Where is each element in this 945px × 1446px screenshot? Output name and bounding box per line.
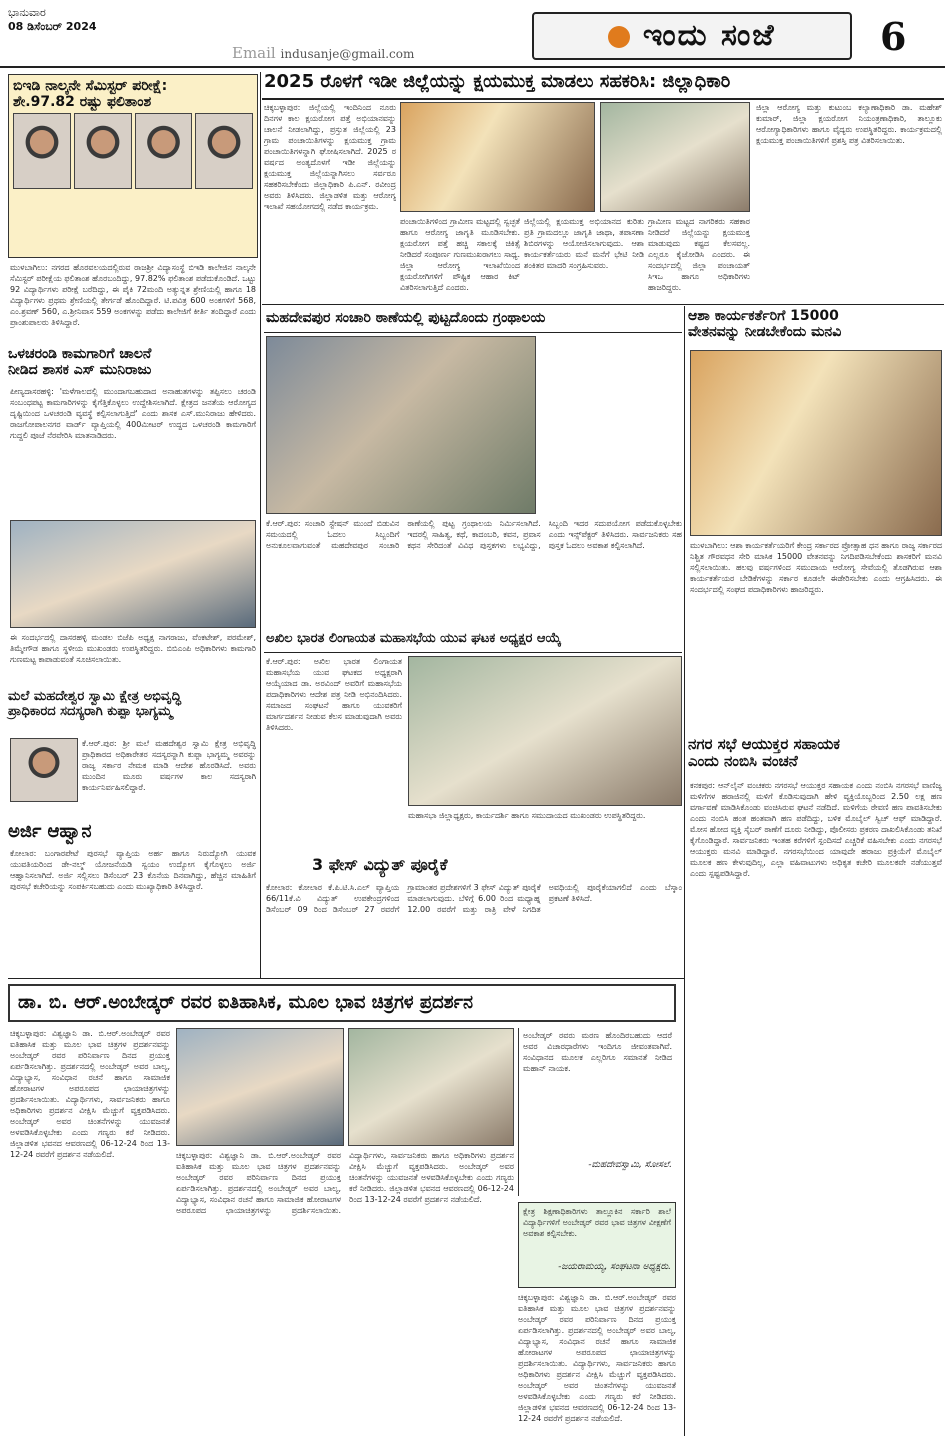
ambedkar-headline: ಡಾ. ಬಿ. ಆರ್.ಅಂಬೇಡ್ಕರ್ ರವರ ಐತಿಹಾಸಿಕ, ಮೂಲ ಭಾವ ಚಿತ್ರಗಳ ಪ್ರದರ್ಶನ bbox=[18, 992, 473, 1013]
student-photo bbox=[195, 113, 253, 189]
temple-body: ಕೆ.ಆರ್.ಪುರ: ಶ್ರೀ ಮಲೆ ಮಹದೇಶ್ವರ ಸ್ವಾಮಿ ಕ್ಷೇತ್ರ ಅಭಿವೃದ್ಧಿ ಪ್ರಾಧಿಕಾರದ ಅಧಿಕಾರೇತರ ಸದಸ್ಯರನ್ನಾಗಿ ಕುಪ್ಪಾ ಭಾಗ್ಯಮ್ಮ ಅವರನ್ನು ರಾಜ್ಯ ಸರ್ಕಾರ ನೇಮಕ ಮಾಡಿ ಆದೇಶ ಹೊರಡಿಸಿದೆ. ಅವರು ಮುಂದಿನ ಮೂರು ವರ್ಷಗಳ ಕಾಲ ಸದಸ್ಯರಾಗಿ ಕಾರ್ಯನಿರ್ವಹಿಸಲಿದ್ದಾರೆ. bbox=[82, 739, 256, 792]
asha-headline: ಆಶಾ ಕಾರ್ಯಕರ್ತೆರಿಗೆ 15000 bbox=[688, 308, 839, 324]
library-headline: ಮಹದೇವಪುರ ಸಂಚಾರಿ ಠಾಣೆಯಲ್ಲಿ ಪುಟ್ಟದೊಂದು ಗ್ರಂಥಾಲಯ bbox=[266, 310, 546, 326]
main-body-col2: ಪಂಚಾಯಿತಿಗಳಿಂದ ಗ್ರಾಮೀಣ ಮಟ್ಟದಲ್ಲಿ ಸ್ವಚ್ಛತೆ ಹಾಗೂ ಆರೋಗ್ಯ ಜಾಗೃತಿ ಮೂಡಿಸಬೇಕು. ಕ್ಷಯರೋಗ ಪತ್ತೆ ಹಚ್ಚಿ ಸಕಾಲಕ್ಕೆ ಚಿಕಿತ್ಸೆ ನೀಡಿದರೆ ಸಂಪೂರ್ಣ ಗುಣಮುಖರಾಗಲು ಸಾಧ್ಯ. ಜಿಲ್ಲಾ ಆರೋಗ್ಯ ಇಲಾಖೆಯಿಂದ ಕ್ಷಯರೋಗಿಗಳಿಗೆ ಪೌಷ್ಟಿಕ ಆಹಾರ ಕಿಟ್ ವಿತರಿಸಲಾಗುತ್ತಿದೆ ಎಂದರು. bbox=[400, 217, 520, 292]
student-photo bbox=[135, 113, 193, 189]
quote-2-text: ಕ್ಷೇತ್ರ ಶಿಕ್ಷಣಾಧಿಕಾರಿಗಳು ತಾಲ್ಲೂಕಿನ ಸರ್ಕಾರಿ ಶಾಲೆ ವಿದ್ಯಾರ್ಥಿಗಳಿಗೆ ಅಂಬೇಡ್ಕರ್ ರವರ ಭಾವ ಚಿತ್ರಗಳ ವೀಕ್ಷಣೆಗೆ ಅವಕಾಶ ಕಲ್ಪಿಸಬೇಕು. bbox=[523, 1207, 671, 1238]
lingayat-photo bbox=[408, 656, 682, 806]
bied-body: ಮುಳಬಾಗಿಲು: ನಗರದ ಹೊರವಲಯದಲ್ಲಿರುವ ರಾಜಶ್ರೀ ವಿದ್ಯಾಸಂಸ್ಥೆ ಬಿಇಡಿ ಕಾಲೇಜಿನ ನಾಲ್ಕನೇ ಸೆಮಿಸ್ಟರ್ ಪರೀಕ್ಷೆಯ ಫಲಿತಾಂಶ ಹೊರಬಂದಿದ್ದು, 97.82% ಫಲಿತಾಂಶ ಪಡೆದುಕೊಂಡಿದೆ. ಒಟ್ಟು 92 ವಿದ್ಯಾರ್ಥಿಗಳು ಪರೀಕ್ಷೆ ಬರೆದಿದ್ದು, ಈ ಪೈಕಿ 72ಮಂದಿ ಅತ್ಯುನ್ನತ ಶ್ರೇಣಿಯಲ್ಲಿ ಹಾಗೂ 18 ವಿದ್ಯಾರ್ಥಿಗಳು ಪ್ರಥಮ ಶ್ರೇಣಿಯಲ್ಲಿ ತೇರ್ಗಡೆ ಹೊಂದಿದ್ದಾರೆ. ಟಿ.ಪವಿತ್ರ 600 ಅಂಕಗಳಿಗೆ 568, ಎಂ.ಶ್ರವಣ್ 560, ಎ.ಶ್ರೀನಿವಾಸ 559 ಅಂಕಗಳನ್ನು ಪಡೆದು ಕಾಲೇಜಿಗೆ ಕೀರ್ತಿ ತಂದಿದ್ದಾರೆ ಎಂದು ಪ್ರಾಂಶುಪಾಲರು ತಿಳಿಸಿದ್ದಾರೆ. bbox=[10, 263, 256, 327]
main-photo-2 bbox=[600, 102, 750, 212]
commissioner-article bbox=[688, 736, 942, 771]
road-caption: ಈ ಸಂದರ್ಭದಲ್ಲಿ ದಾಸರಹಳ್ಳಿ ಮಂಡಲ ಬಿಜೆಪಿ ಅಧ್ಯಕ್ಷ ನಾಗರಾಜು, ವೆಂಕಟೇಶ್, ಪರಮೇಶ್, ತಿಮ್ಮೇಗೌಡ ಹಾಗೂ ಸ್ಥಳೀಯ ಮುಖಂಡರು ಉಪಸ್ಥಿತರಿದ್ದರು. ಬಿಬಿಎಂಪಿ ಅಧಿಕಾರಿಗಳು ಕಾಮಗಾರಿ ಗುಣಮಟ್ಟ ಕಾಪಾಡುವಂತೆ ಸೂಚಿಸಲಾಯಿತು. bbox=[10, 633, 256, 664]
date-text: 08 ಡಿಸೆಂಬರ್ 2024 bbox=[8, 20, 97, 33]
student-photos bbox=[9, 113, 257, 189]
lingayat-rule bbox=[264, 652, 682, 653]
temple-subheadline: ಪ್ರಾಧಿಕಾರದ ಸದಸ್ಯರಾಗಿ ಕುಪ್ಪಾ ಭಾಗ್ಯಮ್ಮ bbox=[8, 703, 173, 719]
application-body: ಕೋಲಾರ: ಬಂಗಾರಪೇಟೆ ಪುರಸಭೆ ವ್ಯಾಪ್ತಿಯ ಅರ್ಹ ಹಾಗೂ ನಿರುದ್ಯೋಗಿ ಯುವಕ ಯುವತಿಯರಿಂದ ಡೇ-ನಲ್ಮ್ ಯೋಜನೆಯಡಿ ಸ್ವಯಂ ಉದ್ಯೋಗ ಕೈಗೊಳ್ಳಲು ಅರ್ಜಿ ಆಹ್ವಾನಿಸಲಾಗಿದೆ. ಅರ್ಜಿ ಸಲ್ಲಿಸಲು ಡಿಸೆಂಬರ್ 23 ಕೊನೆಯ ದಿನವಾಗಿದ್ದು, ಹೆಚ್ಚಿನ ಮಾಹಿತಿಗೆ ಪುರಸಭೆ ಕಚೇರಿಯನ್ನು ಸಂಪರ್ಕಿಸಬಹುದು ಎಂದು ಮುಖ್ಯಾಧಿಕಾರಿ ತಿಳಿಸಿದ್ದಾರೆ. bbox=[10, 849, 256, 891]
ambedkar-headline-box bbox=[8, 984, 676, 1022]
main-body-col4: ಗ್ರಾಮೀಣ ಮಟ್ಟದ ನಾಗರಿಕರು ಸಹಕಾರ ನೀಡಿದರೆ ಜಿಲ್ಲೆಯನ್ನು ಕ್ಷಯಮುಕ್ತ ಮಾಡುವುದು ಕಷ್ಟದ ಕೆಲಸವಲ್ಲ. ಎಲ್ಲರೂ ಕೈಜೋಡಿಸಿ ಎಂದರು. ಈ ಸಂದರ್ಭದಲ್ಲಿ ಜಿಲ್ಲಾ ಪಂಚಾಯತ್ ಸಿಇಒ ಹಾಗೂ ಅಧಿಕಾರಿಗಳು ಹಾಜರಿದ್ದರು. bbox=[648, 217, 750, 292]
main-body-col3: ಜಿಲ್ಲೆಯಲ್ಲಿ ಕ್ಷಯಮುಕ್ತ ಅಭಿಯಾನದ ಕುರಿತು ಪ್ರತಿ ಗ್ರಾಮದಲ್ಲೂ ಜಾಗೃತಿ ಜಾಥಾ, ತಪಾಸಣಾ ಶಿಬಿರಗಳನ್ನು ಆಯೋಜಿಸಲಾಗುವುದು. ಆಶಾ ಕಾರ್ಯಕರ್ತೆಯರು ಮನೆ ಮನೆಗೆ ಭೇಟಿ ನೀಡಿ ಶಂಕಿತರ ಮಾದರಿ ಸಂಗ್ರಹಿಸುವರು. bbox=[524, 217, 644, 270]
main-headline: 2025 ರೊಳಗೆ ಇಡೀ ಜಿಲ್ಲೆಯನ್ನು ಕ್ಷಯಮುಕ್ತ ಮಾಡಲು ಸಹಕರಿಸಿ: ಜಿಲ್ಲಾಧಿಕಾರಿ bbox=[264, 71, 731, 92]
paper-logo bbox=[532, 12, 852, 60]
temple-member-photo bbox=[10, 738, 78, 802]
paper-name: ಇಂದು ಸಂಜೆ bbox=[642, 18, 776, 53]
email-address[interactable]: indusanje@gmail.com bbox=[280, 47, 415, 61]
main-body-col5: ಜಿಲ್ಲಾ ಆರೋಗ್ಯ ಮತ್ತು ಕುಟುಂಬ ಕಲ್ಯಾಣಾಧಿಕಾರಿ ಡಾ. ಮಹೇಶ್ ಕುಮಾರ್, ಜಿಲ್ಲಾ ಕ್ಷಯರೋಗ ನಿಯಂತ್ರಣಾಧಿಕಾರಿ, ತಾಲ್ಲೂಕು ಆರೋಗ್ಯಾಧಿಕಾರಿಗಳು ಹಾಗೂ ವೈದ್ಯರು ಉಪಸ್ಥಿತರಿದ್ದರು. ಕಾರ್ಯಕ್ರಮದಲ್ಲಿ ಕ್ಷಯಮುಕ್ತ ಪಂಚಾಯಿತಿಗಳಿಗೆ ಪ್ರಶಸ್ತಿ ಪತ್ರ ವಿತರಿಸಲಾಯಿತು. bbox=[756, 103, 942, 145]
asha-subheadline: ವೇತನವನ್ನು ನೀಡಬೇಕೆಂದು ಮನವಿ bbox=[688, 324, 842, 341]
road-body: ಪೀಣ್ಯದಾಸರಹಳ್ಳಿ: 'ಮಳೆಗಾಲದಲ್ಲಿ ಮುಂದಾಗಬಹುದಾದ ಅನಾಹುತಗಳನ್ನು ತಪ್ಪಿಸಲು ಚರಂಡಿ ಸಂಬಂಧಪಟ್ಟ ಕಾಮಗಾರಿಗಳನ್ನು ಕೈಗೆತ್ತಿಕೊಳ್ಳಲು ಉದ್ದೇಶಿಸಲಾಗಿದೆ. ಕ್ಷೇತ್ರದ ಜನತೆಯ ಆರೋಗ್ಯದ ದೃಷ್ಟಿಯಿಂದ ಒಳಚರಂಡಿ ವ್ಯವಸ್ಥೆ ಕಲ್ಪಿಸಲಾಗುತ್ತಿದೆ' ಎಂದು ಶಾಸಕ ಎಸ್.ಮುನಿರಾಜು ಹೇಳಿದರು. ರಾಜಗೋಪಾಲನಗರ ವಾರ್ಡ್ ವ್ಯಾಪ್ತಿಯಲ್ಲಿ 400ಮೀಟರ್ ಉದ್ದದ ಒಳಚರಂಡಿ ಕಾಮಗಾರಿಗೆ ಗುದ್ದಲಿ ಪೂಜೆ ನೆರವೇರಿಸಿ ಮಾತನಾಡಿದರು. bbox=[10, 387, 256, 440]
ambedkar-body-cont: ಚಿಕ್ಕಬಳ್ಳಾಪುರ: ವಿಶ್ವಜ್ಞಾನಿ ಡಾ. ಬಿ.ಆರ್.ಅಂಬೇಡ್ಕರ್ ರವರ ಐತಿಹಾಸಿಕ ಮತ್ತು ಮೂಲ ಭಾವ ಚಿತ್ರಗಳ ಪ್ರದರ್ಶನವನ್ನು ಅಂಬೇಡ್ಕರ್ ರವರ ಪರಿನಿರ್ವಾಣ ದಿನದ ಪ್ರಯುಕ್ತ ಏರ್ಪಡಿಸಲಾಗಿತ್ತು. ಪ್ರದರ್ಶನದಲ್ಲಿ ಅಂಬೇಡ್ಕರ್ ಅವರ ಬಾಲ್ಯ, ವಿದ್ಯಾಭ್ಯಾಸ, ಸಂವಿಧಾನ ರಚನೆ ಹಾಗೂ ಸಾಮಾಜಿಕ ಹೋರಾಟಗಳ ಅಪರೂಪದ ಛಾಯಾಚಿತ್ರಗಳನ್ನು ಪ್ರದರ್ಶಿಸಲಾಯಿತು. ವಿದ್ಯಾರ್ಥಿಗಳು, ಸಾರ್ವಜನಿಕರು ಹಾಗೂ ಅಧಿಕಾರಿಗಳು ಪ್ರದರ್ಶನ ವೀಕ್ಷಿಸಿ ಮೆಚ್ಚುಗೆ ವ್ಯಕ್ತಪಡಿಸಿದರು. ಅಂಬೇಡ್ಕರ್ ಅವರ ಚಿಂತನೆಗಳನ್ನು ಯುವಜನತೆ ಅಳವಡಿಸಿಕೊಳ್ಳಬೇಕು ಎಂದು ಗಣ್ಯರು ಕರೆ ನೀಡಿದರು. ಜಿಲ್ಲಾಡಳಿತ ಭವನದ ಆವರಣದಲ್ಲಿ 06-12-24 ರಿಂದ 13-12-24 ರವರೆಗೆ ಪ್ರದರ್ಶನ ನಡೆಯಲಿದೆ. bbox=[176, 1151, 514, 1215]
main-body-col1: ಚಿಕ್ಕಬಳ್ಳಾಪುರ: ಜಿಲ್ಲೆಯಲ್ಲಿ ಇಂದಿನಿಂದ ನೂರು ದಿನಗಳ ಕಾಲ ಕ್ಷಯರೋಗ ಪತ್ತೆ ಅಭಿಯಾನವನ್ನು ಚಾಲನೆ ನೀಡಲಾಗಿದ್ದು, ಪ್ರಸ್ತುತ ಜಿಲ್ಲೆಯಲ್ಲಿ 23 ಗ್ರಾಮ ಪಂಚಾಯಿತಿಗಳನ್ನು ಕ್ಷಯಮುಕ್ತ ಗ್ರಾಮ ಪಂಚಾಯಿತಿಗಳನ್ನಾಗಿ ಘೋಷಿಸಲಾಗಿದೆ. 2025 ರ ವರ್ಷದ ಅಂತ್ಯದೊಳಗೆ ಇಡೀ ಜಿಲ್ಲೆಯನ್ನು ಕ್ಷಯಮುಕ್ತ ಜಿಲ್ಲೆಯನ್ನಾಗಿಸಲು ಸರ್ವರೂ ಸಹಕರಿಸಬೇಕೆಂದು ಜಿಲ್ಲಾಧಿಕಾರಿ ಪಿ.ಎನ್. ರವೀಂದ್ರ ಅವರು ತಿಳಿಸಿದರು. ಜಿಲ್ಲಾಡಳಿತ ಮತ್ತು ಆರೋಗ್ಯ ಇಲಾಖೆ ಸಹಯೋಗದಲ್ಲಿ ನಡೆದ ಕಾರ್ಯಕ್ರಮ. bbox=[264, 103, 396, 211]
main-photo-1 bbox=[400, 102, 595, 212]
bied-article bbox=[8, 74, 258, 258]
power-headline: 3 ಫೇಸ್ ವಿದ್ಯುತ್ ಪೂರೈಕೆ bbox=[312, 855, 448, 874]
column-rule-right bbox=[684, 306, 685, 1436]
temple-article bbox=[8, 690, 258, 720]
ambedkar-photo-1 bbox=[176, 1028, 344, 1146]
lingayat-body: ಕೆ.ಆರ್.ಪುರ: ಅಖಿಲ ಭಾರತ ಲಿಂಗಾಯತ ಮಹಾಸಭೆಯ ಯುವ ಘಟಕದ ಅಧ್ಯಕ್ಷರಾಗಿ ಆಯ್ಕೆಯಾದ ಡಾ. ಅರವಿಂದ್ ಅವರಿಗೆ ಮಹಾಸಭೆಯ ಪದಾಧಿಕಾರಿಗಳು ಆದೇಶ ಪತ್ರ ನೀಡಿ ಅಭಿನಂದಿಸಿದರು. ಸಮಾಜದ ಸಂಘಟನೆ ಹಾಗೂ ಯುವಕರಿಗೆ ಮಾರ್ಗದರ್ಶನ ನೀಡುವ ಕೆಲಸ ಮಾಡುವುದಾಗಿ ಅವರು ತಿಳಿಸಿದರು. bbox=[266, 657, 402, 732]
student-photo bbox=[74, 113, 132, 189]
library-photo bbox=[266, 336, 536, 514]
application-headline: ಅರ್ಜಿ ಆಹ್ವಾನ bbox=[8, 821, 92, 842]
page-number: 6 bbox=[880, 14, 907, 59]
lingayat-headline: ಅಖಿಲ ಭಾರತ ಲಿಂಗಾಯತ ಮಹಾಸಭೆಯ ಯುವ ಘಟಕ ಅಧ್ಯಕ್ಷರ ಆಯ್ಕೆ bbox=[266, 631, 562, 646]
bied-subheadline: ಶೇ.97.82 ರಷ್ಟು ಫಲಿತಾಂಶ bbox=[13, 94, 152, 111]
masthead bbox=[0, 0, 945, 68]
asha-article bbox=[688, 308, 942, 340]
bied-headline: ಬಿಇಡಿ ನಾಲ್ಕನೇ ಸೆಮಿಸ್ಟರ್ ಪರೀಕ್ಷೆ: bbox=[13, 78, 168, 94]
email-label: Email bbox=[232, 44, 276, 62]
quote-1-text: ಅಂಬೇಡ್ಕರ್ ರವರು ಮರಣ ಹೊಂದಿರಬಹುದು ಆದರೆ ಅವರ ವಿಚಾರಧಾರೆಗಳು ಇಂದಿಗೂ ಜೀವಂತವಾಗಿವೆ. ಸಂವಿಧಾನದ ಮೂಲಕ ಎಲ್ಲರಿಗೂ ಸಮಾನತೆ ನೀಡಿದ ಮಹಾನ್ ನಾಯಕ. bbox=[523, 1031, 672, 1073]
ambedkar-quote-1 bbox=[518, 1028, 676, 1196]
quote-1-signature: -ಮಹದೇವಸ್ವಾಮಿ, ಸೋಸಲೆ. bbox=[588, 1160, 672, 1170]
road-headline: ಒಳಚರಂಡಿ ಕಾಮಗಾರಿಗೆ ಚಾಲನೆ bbox=[8, 346, 152, 362]
power-body: ಕೋಲಾರ: ಕೋಲಾರ ಕೆ.ಪಿ.ಟಿ.ಸಿ.ಎಲ್ ವ್ಯಾಪ್ತಿಯ 66/11ಕೆ.ವಿ ವಿದ್ಯುತ್ ಉಪಕೇಂದ್ರಗಳಿಂದ ಡಿಸೆಂಬರ್ 09 ರಿಂದ ಡಿಸೆಂಬರ್ 27 ರವರೆಗೆ ಗ್ರಾಮಾಂತರ ಪ್ರದೇಶಗಳಿಗೆ 3 ಫೇಸ್ ವಿದ್ಯುತ್ ಪೂರೈಕೆ ಮಾಡಲಾಗುವುದು. ಬೆಳಿಗ್ಗೆ 6.00 ರಿಂದ ಮಧ್ಯಾಹ್ನ 12.00 ರವರೆಗೆ ಮತ್ತು ರಾತ್ರಿ ವೇಳೆ ನಿಗದಿತ ಅವಧಿಯಲ್ಲಿ ಪೂರೈಕೆಯಾಗಲಿದೆ ಎಂದು ಬೆಸ್ಕಾಂ ಪ್ರಕಟಣೆ ತಿಳಿಸಿದೆ. bbox=[266, 883, 682, 914]
library-rule bbox=[264, 332, 682, 333]
road-article bbox=[8, 346, 258, 381]
commissioner-subheadline: ಎಂದು ನಂಬಿಸಿ ವಂಚನೆ bbox=[688, 752, 798, 771]
road-subheadline: ನೀಡಿದ ಶಾಸಕ ಎಸ್ ಮುನಿರಾಜು bbox=[8, 362, 152, 379]
lingayat-caption: ಮಹಾಸಭಾ ಜಿಲ್ಲಾಧ್ಯಕ್ಷರು, ಕಾರ್ಯದರ್ಶಿ ಹಾಗೂ ಸಮುದಾಯದ ಮುಖಂಡರು ಉಪಸ್ಥಿತರಿದ್ದರು. bbox=[408, 811, 646, 820]
ambedkar-body-tail: ಚಿಕ್ಕಬಳ್ಳಾಪುರ: ವಿಶ್ವಜ್ಞಾನಿ ಡಾ. ಬಿ.ಆರ್.ಅಂಬೇಡ್ಕರ್ ರವರ ಐತಿಹಾಸಿಕ ಮತ್ತು ಮೂಲ ಭಾವ ಚಿತ್ರಗಳ ಪ್ರದರ್ಶನವನ್ನು ಅಂಬೇಡ್ಕರ್ ರವರ ಪರಿನಿರ್ವಾಣ ದಿನದ ಪ್ರಯುಕ್ತ ಏರ್ಪಡಿಸಲಾಗಿತ್ತು. ಪ್ರದರ್ಶನದಲ್ಲಿ ಅಂಬೇಡ್ಕರ್ ಅವರ ಬಾಲ್ಯ, ವಿದ್ಯಾಭ್ಯಾಸ, ಸಂವಿಧಾನ ರಚನೆ ಹಾಗೂ ಸಾಮಾಜಿಕ ಹೋರಾಟಗಳ ಅಪರೂಪದ ಛಾಯಾಚಿತ್ರಗಳನ್ನು ಪ್ರದರ್ಶಿಸಲಾಯಿತು. ವಿದ್ಯಾರ್ಥಿಗಳು, ಸಾರ್ವಜನಿಕರು ಹಾಗೂ ಅಧಿಕಾರಿಗಳು ಪ್ರದರ್ಶನ ವೀಕ್ಷಿಸಿ ಮೆಚ್ಚುಗೆ ವ್ಯಕ್ತಪಡಿಸಿದರು. ಅಂಬೇಡ್ಕರ್ ಅವರ ಚಿಂತನೆಗಳನ್ನು ಯುವಜನತೆ ಅಳವಡಿಸಿಕೊಳ್ಳಬೇಕು ಎಂದು ಗಣ್ಯರು ಕರೆ ನೀಡಿದರು. ಜಿಲ್ಲಾಡಳಿತ ಭವನದ ಆವರಣದಲ್ಲಿ 06-12-24 ರಿಂದ 13-12-24 ರವರೆಗೆ ಪ್ರದರ್ಶನ ನಡೆಯಲಿದೆ. bbox=[518, 1293, 676, 1423]
masthead-date bbox=[8, 6, 97, 34]
sun-icon bbox=[608, 26, 630, 48]
day-text: ಭಾನುವಾರ bbox=[8, 6, 46, 19]
ambedkar-photo-2 bbox=[348, 1028, 514, 1146]
main-headline-rule bbox=[262, 98, 944, 100]
section-rule bbox=[262, 304, 944, 305]
commissioner-headline: ನಗರ ಸಭೆ ಆಯುಕ್ತರ ಸಹಾಯಕ bbox=[688, 735, 841, 753]
ambedkar-body: ಚಿಕ್ಕಬಳ್ಳಾಪುರ: ವಿಶ್ವಜ್ಞಾನಿ ಡಾ. ಬಿ.ಆರ್.ಅಂಬೇಡ್ಕರ್ ರವರ ಐತಿಹಾಸಿಕ ಮತ್ತು ಮೂಲ ಭಾವ ಚಿತ್ರಗಳ ಪ್ರದರ್ಶನವನ್ನು ಅಂಬೇಡ್ಕರ್ ರವರ ಪರಿನಿರ್ವಾಣ ದಿನದ ಪ್ರಯುಕ್ತ ಏರ್ಪಡಿಸಲಾಗಿತ್ತು. ಪ್ರದರ್ಶನದಲ್ಲಿ ಅಂಬೇಡ್ಕರ್ ಅವರ ಬಾಲ್ಯ, ವಿದ್ಯಾಭ್ಯಾಸ, ಸಂವಿಧಾನ ರಚನೆ ಹಾಗೂ ಸಾಮಾಜಿಕ ಹೋರಾಟಗಳ ಅಪರೂಪದ ಛಾಯಾಚಿತ್ರಗಳನ್ನು ಪ್ರದರ್ಶಿಸಲಾಯಿತು. ವಿದ್ಯಾರ್ಥಿಗಳು, ಸಾರ್ವಜನಿಕರು ಹಾಗೂ ಅಧಿಕಾರಿಗಳು ಪ್ರದರ್ಶನ ವೀಕ್ಷಿಸಿ ಮೆಚ್ಚುಗೆ ವ್ಯಕ್ತಪಡಿಸಿದರು. ಅಂಬೇಡ್ಕರ್ ಅವರ ಚಿಂತನೆಗಳನ್ನು ಯುವಜನತೆ ಅಳವಡಿಸಿಕೊಳ್ಳಬೇಕು ಎಂದು ಗಣ್ಯರು ಕರೆ ನೀಡಿದರು. ಜಿಲ್ಲಾಡಳಿತ ಭವನದ ಆವರಣದಲ್ಲಿ 06-12-24 ರಿಂದ 13-12-24 ರವರೆಗೆ ಪ್ರದರ್ಶನ ನಡೆಯಲಿದೆ. bbox=[10, 1029, 170, 1159]
asha-photo bbox=[690, 350, 942, 536]
commissioner-body: ಕನಕಪುರ: ಆನ್‌ಲೈನ್ ವಂಚಕರು ನಗರಸಭೆ ಆಯುಕ್ತರ ಸಹಾಯಕ ಎಂದು ನಂಬಿಸಿ ನಗರಸಭೆ ವಾಣಿಜ್ಯ ಮಳಿಗೆಗಳ ಹರಾಜಿನಲ್ಲಿ ಮಳಿಗೆ ಕೊಡಿಸುವುದಾಗಿ ಹೇಳಿ ವ್ಯಕ್ತಿಯೊಬ್ಬರಿಂದ 2.50 ಲಕ್ಷ ಹಣ ವರ್ಗಾವಣೆ ಮಾಡಿಸಿಕೊಂಡು ವಂಚಿಸಿರುವ ಘಟನೆ ನಡೆದಿದೆ. ಮಳಿಗೆಯ ಠೇವಣಿ ಹಣ ಪಾವತಿಸಬೇಕು ಎಂದು ನಂಬಿಸಿ ಹಂತ ಹಂತವಾಗಿ ಹಣ ಪಡೆದಿದ್ದು, ಬಳಿಕ ಮೊಬೈಲ್ ಸ್ವಿಚ್ ಆಫ್ ಮಾಡಿದ್ದಾರೆ. ಮೋಸ ಹೋದ ವ್ಯಕ್ತಿ ಸೈಬರ್ ಠಾಣೆಗೆ ದೂರು ನೀಡಿದ್ದು, ಪೊಲೀಸರು ಪ್ರಕರಣ ದಾಖಲಿಸಿಕೊಂಡು ತನಿಖೆ ಕೈಗೊಂಡಿದ್ದಾರೆ. ಸಾರ್ವಜನಿಕರು ಇಂತಹ ಕರೆಗಳಿಗೆ ಸ್ಪಂದಿಸದೆ ಎಚ್ಚರಿಕೆ ವಹಿಸಬೇಕು ಎಂದು ನಗರಸಭೆ ಆಯುಕ್ತರು ಮನವಿ ಮಾಡಿದ್ದಾರೆ. ನಗರಸಭೆಯಿಂದ ಯಾವುದೇ ಹರಾಜು ಪ್ರಕ್ರಿಯೆಗೆ ಮೊಬೈಲ್ ಮೂಲಕ ಹಣ ಕೇಳುವುದಿಲ್ಲ, ಎಲ್ಲಾ ವಹಿವಾಟುಗಳು ಅಧಿಕೃತ ಕಚೇರಿ ಮೂಲಕವೇ ನಡೆಯುತ್ತವೆ ಎಂದು ಸ್ಪಷ್ಟಪಡಿಸಿದ್ದಾರೆ. bbox=[690, 781, 942, 878]
library-body: ಕೆ.ಆರ್.ಪುರ: ಸಂಚಾರಿ ಸ್ಟೇಷನ್ ಮುಂದೆ ಬಿಡುವಿನ ಸಮಯದಲ್ಲಿ ಓದಲು ಸಿಬ್ಬಂದಿಗೆ ಅನುಕೂಲವಾಗುವಂತೆ ಮಹದೇವಪುರ ಸಂಚಾರಿ ಠಾಣೆಯಲ್ಲಿ ಪುಟ್ಟ ಗ್ರಂಥಾಲಯ ನಿರ್ಮಿಸಲಾಗಿದೆ. ಇದರಲ್ಲಿ ಸಾಹಿತ್ಯ, ಕಥೆ, ಕಾದಂಬರಿ, ಕವನ, ಪ್ರವಾಸ ಕಥನ ಸೇರಿದಂತೆ ವಿವಿಧ ಪುಸ್ತಕಗಳು ಲಭ್ಯವಿದ್ದು, ಸಿಬ್ಬಂದಿ ಇದರ ಸದುಪಯೋಗ ಪಡೆದುಕೊಳ್ಳಬೇಕು ಎಂದು ಇನ್ಸ್‌ಪೆಕ್ಟರ್ ತಿಳಿಸಿದರು. ಸಾರ್ವಜನಿಕರು ಸಹ ಪುಸ್ತಕ ಓದಲು ಅವಕಾಶ ಕಲ್ಪಿಸಲಾಗಿದೆ. bbox=[266, 519, 682, 550]
column-rule-left bbox=[260, 72, 261, 978]
student-photo bbox=[13, 113, 71, 189]
ambedkar-quote-2 bbox=[518, 1202, 676, 1288]
quote-2-signature: -ಜಯರಾಮಯ್ಯ, ಸಂಘಟನಾ ಅಧ್ಯಕ್ಷರು. bbox=[558, 1262, 671, 1272]
road-photo bbox=[10, 520, 256, 628]
asha-body: ಮುಳಬಾಗಿಲು: ಆಶಾ ಕಾರ್ಯಕರ್ತೆಯರಿಗೆ ಕೇಂದ್ರ ಸರ್ಕಾರದ ಪ್ರೋತ್ಸಾಹ ಧನ ಹಾಗೂ ರಾಜ್ಯ ಸರ್ಕಾರದ ನಿಶ್ಚಿತ ಗೌರವಧನ ಸೇರಿ ಮಾಸಿಕ 15000 ವೇತನವನ್ನು ನಿಗದಿಪಡಿಸಬೇಕೆಂದು ಶಾಸಕರಿಗೆ ಮನವಿ ಸಲ್ಲಿಸಲಾಯಿತು. ಹಲವು ವರ್ಷಗಳಿಂದ ಸಮುದಾಯ ಆರೋಗ್ಯ ಸೇವೆಯಲ್ಲಿ ತೊಡಗಿರುವ ಆಶಾ ಕಾರ್ಯಕರ್ತೆಯರ ಬೇಡಿಕೆಗಳನ್ನು ಸರ್ಕಾರ ಕೂಡಲೇ ಈಡೇರಿಸಬೇಕು ಎಂದು ಆಗ್ರಹಿಸಿದರು. ಈ ಸಂದರ್ಭದಲ್ಲಿ ಸಂಘದ ಪದಾಧಿಕಾರಿಗಳು ಹಾಜರಿದ್ದರು. bbox=[690, 541, 942, 594]
masthead-email bbox=[232, 44, 414, 62]
section-rule-bottom bbox=[8, 978, 684, 979]
temple-headline: ಮಲೆ ಮಹದೇಶ್ವರ ಸ್ವಾಮಿ ಕ್ಷೇತ್ರ ಅಭಿವೃದ್ಧಿ bbox=[8, 689, 182, 704]
